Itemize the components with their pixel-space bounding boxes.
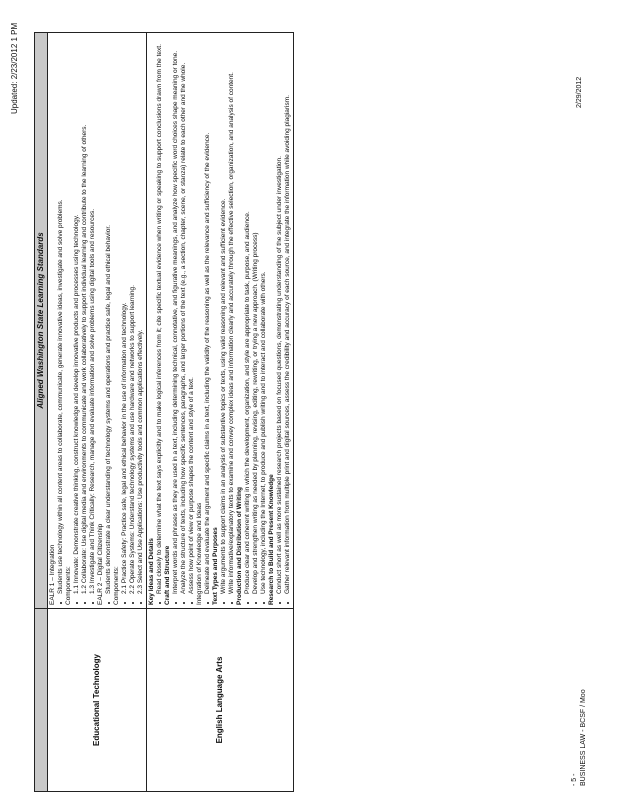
table-header: Aligned Washington State Learning Standards (35, 33, 48, 609)
bullet-list (172, 36, 196, 605)
bullet-item: • Interpret words and phrases as they are used in a text, including determining technical, connotative, and figurative meanings, and analyze how specific word choices shape meaning or tone. (172, 36, 180, 594)
bullet-item: • Develop and strengthen writing as needed by planning, revising, editing, rewriting, or trying a new approach. (Writing process) (252, 36, 260, 594)
updated-stamp: Updated: 2/23/2012 1 PM (10, 22, 19, 114)
bullet-item: • Assess how point of view or purpose shapes the content and style of a text. (188, 36, 196, 594)
bullet-item: • Delineate and evaluate the argument and specific claims in a text, including the validity of the reasoning as well as the relevance and sufficiency of the evidence. (204, 36, 212, 594)
bullet-list (121, 36, 145, 605)
bullet-item: • 2.2 Operate Systems: Understand technology systems and use hardware and networks to support learning. (129, 36, 137, 594)
section-label: EALR 1 – Integration (49, 544, 56, 605)
bullet-item: • Conduct short as well as more sustained research projects based on focused questions, demonstrating understanding of the subject under investigation. (276, 36, 284, 594)
bullet-list (204, 36, 212, 605)
bullet-item: • 2.1 Practice Safety: Practice safe, legal and ethical behavior in the use of information and technology. (121, 36, 129, 594)
bullet-list (156, 36, 164, 605)
bullet-item: • Use technology, including the Internet, to produce and publish writing and to interact and collaborate with others. (260, 36, 268, 594)
section-label: Integration of Knowledge and Ideas (196, 502, 203, 605)
bullet-item: • 2.3 Select and Use Applications: Use productivity tools and common applications effectively. (137, 36, 145, 594)
header-spacer-cell (35, 609, 48, 792)
bullet-item: • 1.3 Investigate and Think Critically: Research, manage and evaluate information and solve problems using digital tools and resources. (89, 36, 97, 594)
subject-ela: English Language Arts (147, 609, 294, 792)
ela-standards (147, 33, 294, 609)
bullet-item: • 1.1 Innovate: Demonstrate creative thinking, construct knowledge and develop innovative products and processes using technology. (73, 36, 81, 594)
table-row (147, 33, 294, 792)
bullet-item: • Analyze the structure of texts, including how specific sentences, paragraphs, and larger portions of the text (e.g., a section, chapter, scene, or stanza) relate to each other and the whole. (180, 36, 188, 594)
bullet-list (105, 36, 113, 605)
bullet-list (244, 36, 268, 605)
section-label: Components: (65, 566, 72, 605)
bullet-item: • 1.2 Collaborate: Use digital media and environments to communicate and work collaboratively to support individual learning and contribute to the learning of others. (81, 36, 89, 594)
bullet-item: • Produce clear and coherent writing in which the development, organization, and style are appropriate to task, purpose, and audience. (244, 36, 252, 594)
table-row (48, 33, 147, 792)
bullet-list (276, 36, 292, 605)
bullet-item: • Read closely to determine what the text says explicitly and to make logical inferences from it; cite specific textual evidence when writing or speaking to support conclusions drawn from the text. (156, 36, 164, 594)
section-heading: Production and Distribution of Writing (236, 487, 243, 605)
bullet-item: • Write informative/explanatory texts to examine and convey complex ideas and information clearly and accurately through the effective selection, organization, and analysis of content. (228, 36, 236, 594)
bullet-list (73, 36, 97, 605)
section-label: Components: (113, 566, 120, 605)
subject-ed-tech: Educational Technology (48, 609, 147, 792)
bullet-item: • Students use technology within all content areas to collaborate, communicate, generate innovative ideas, investigate and solve problems. (57, 36, 65, 594)
section-heading: Craft and Structure (164, 545, 171, 605)
bullet-item: • Write arguments to support claims in an analysis of substantive topics or texts, using valid reasoning and relevant and sufficient evidence. (220, 36, 228, 594)
page-number: - 5 - (571, 773, 578, 786)
bullet-item: • Gather relevant information from multiple print and digital sources, assess the credibility and accuracy of each source, and integrate the information while avoiding plagiarism. (284, 36, 292, 594)
bullet-list (220, 36, 236, 605)
ed-tech-standards (48, 33, 147, 609)
section-heading: Key Ideas and Details (148, 538, 155, 605)
footer-doc: BUSINESS LAW - BCSF / Moo (580, 689, 587, 786)
section-heading: Research to Build and Present Knowledge (268, 474, 275, 605)
footer-left (570, 689, 588, 786)
bullet-list (57, 36, 65, 605)
bullet-item: • Students demonstrate a clear understanding of technology systems and operations and practice safe, legal and ethical behavior. (105, 36, 113, 594)
section-label: EALR 2 – Digital Citizenship (97, 523, 104, 605)
standards-table (34, 32, 294, 792)
footer-date: 2/29/2012 (576, 76, 583, 108)
section-heading: Text Types and Purposes (212, 527, 219, 605)
